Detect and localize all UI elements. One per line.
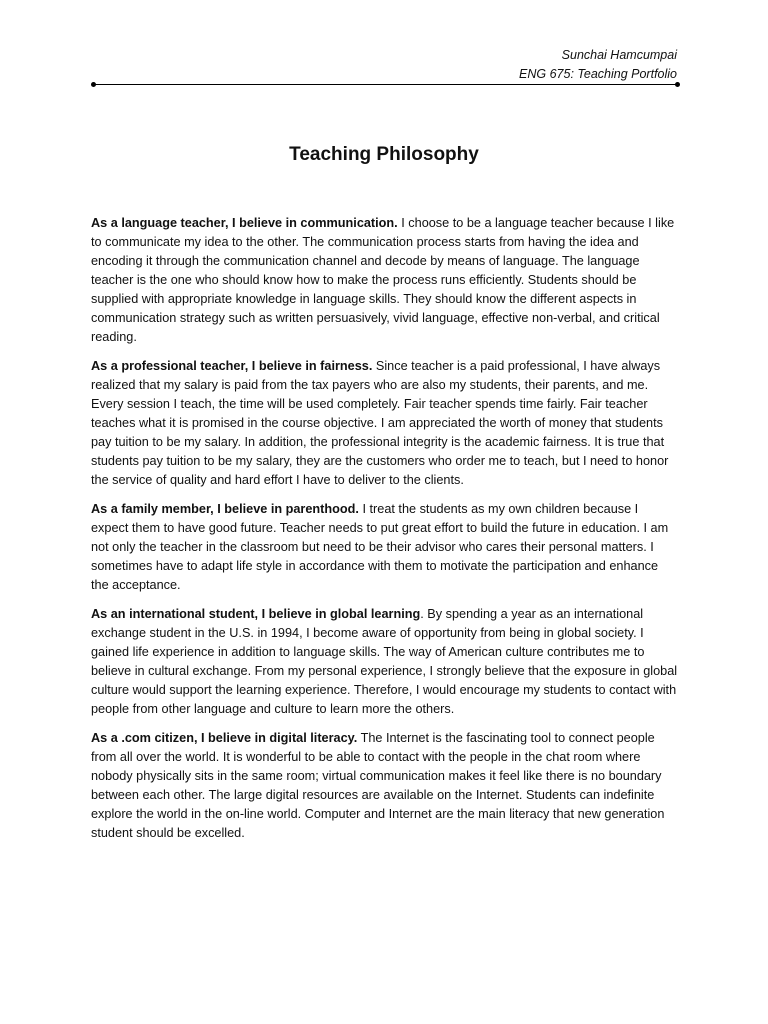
paragraph-lead: As a .com citizen, I believe in digital literacy. [91,731,358,745]
paragraph-fairness [91,357,679,490]
paragraph-lead: As an international student, I believe in global learning [91,607,421,621]
divider-end-dot-left [91,82,96,87]
divider-end-dot-right [675,82,680,87]
header-divider [93,84,677,85]
paragraph-parenthood [91,500,679,595]
page-header [519,46,677,84]
paragraph-communication [91,214,679,347]
paragraph-digital-literacy [91,729,679,843]
paragraph-lead: As a language teacher, I believe in communication. [91,216,398,230]
paragraph-text: The Internet is the fascinating tool to connect people from all over the world. It is wonderful to be able to contact with the people in the chat room where nobody physically sits in the same room; virtual communication makes it feel like there is no boundary between each other. The large digital resources are available on the Internet. Students can indefinite explore the world in the on-line world. Computer and Internet are the main literacy that new generation student should be excelled. [91,731,665,840]
paragraph-global-learning [91,605,679,719]
paragraph-text: I choose to be a language teacher because I like to communicate my idea to the other. The communication process starts from having the idea and encoding it through the communication channel and decode by means of language. The language teacher is the one who should know how to make the process runs efficiently. Students should be supplied with appropriate knowledge in language skills. They should know the different aspects in communication strategy such as written persuasively, vivid language, effective non-verbal, and critical reading. [91,216,675,344]
paragraph-text: Since teacher is a paid professional, I have always realized that my salary is paid from the tax payers who are also my students, their parents, and me. Every session I teach, the time will be used completely. Fair teacher spends time fairly. Fair teacher teaches what it is promised in the course objective. I am appreciated the worth of money that students pay tuition to be my salary. In addition, the professional integrity is the academic fairness. It is true that students pay tuition to be my salary, they are the customers who order me to teach, but I need to honor the service of quality and hard effort I have to deliver to the clients. [91,359,669,487]
header-author: Sunchai Hamcumpai [561,48,677,62]
page-title: Teaching Philosophy [289,144,479,165]
document-body [91,214,679,853]
paragraph-lead: As a family member, I believe in parenthood. [91,502,359,516]
paragraph-text: . By spending a year as an international exchange student in the U.S. in 1994, I become aware of opportunity from being in global society. I gained life experience in addition to language skills. The way of American culture contributes me to believe in cultural exchange. From my personal experience, I strongly believe that the exposure in global culture would support the learning experience. Therefore, I would encourage my students to contact with people from other language and culture to learn more the others. [91,607,678,716]
paragraph-text: I treat the students as my own children because I expect them to have good future. Teacher needs to put great effort to build the future in education. I am not only the teacher in the classroom but need to be their advisor who cares their personal matters. I sometimes have to adapt life style in accordance with them to motivate the participation and enhance the acceptance. [91,502,669,592]
paragraph-lead: As a professional teacher, I believe in fairness. [91,359,373,373]
header-course: ENG 675: Teaching Portfolio [519,67,677,81]
